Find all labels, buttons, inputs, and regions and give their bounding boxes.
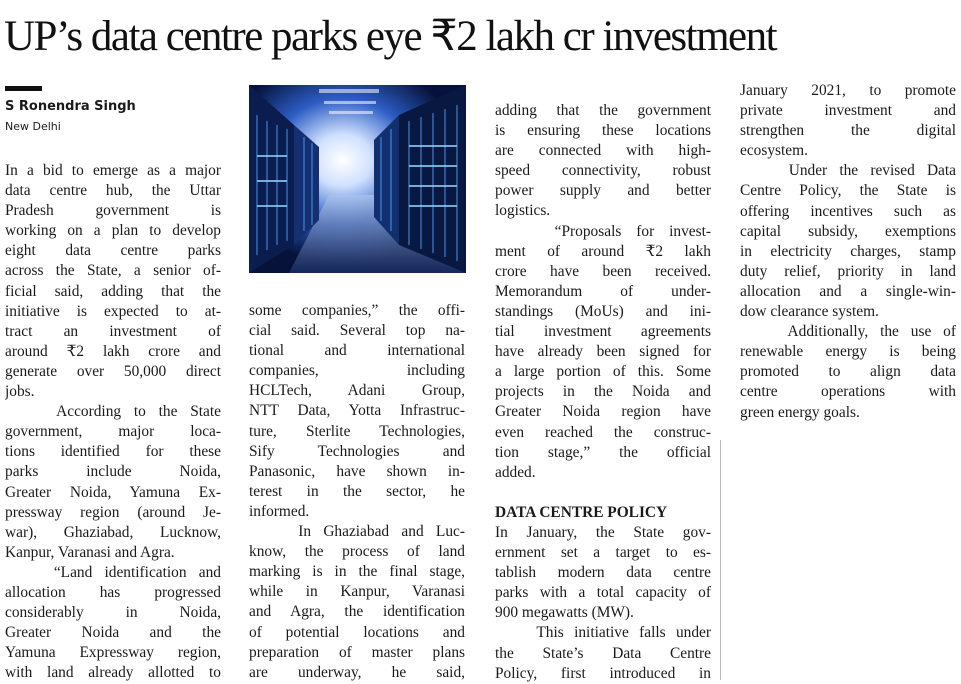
article-text-line: across the State, a senior of- bbox=[5, 262, 221, 280]
article-text-line: Centre Policy, the State is bbox=[740, 182, 956, 200]
article-text-line: tract an investment of bbox=[5, 322, 221, 340]
article-text-line: promoted to align data bbox=[740, 363, 956, 381]
article-text-line: In January, the State gov- bbox=[495, 523, 711, 541]
article-column-3 bbox=[495, 101, 711, 684]
article-text-line: added. bbox=[495, 463, 536, 481]
article-text-line: and Agra, the identification bbox=[249, 603, 465, 621]
article-text-line: offering incentives such as bbox=[740, 202, 956, 220]
article-text-line: duty relief, priority in land bbox=[740, 262, 956, 280]
data-centre-photo bbox=[249, 85, 466, 273]
article-text-line: even reached the construc- bbox=[495, 423, 711, 441]
article-text-line: informed. bbox=[249, 502, 310, 520]
article-text-line: Sify Technologies and bbox=[249, 442, 465, 460]
article-text-line: data centre hub, the Uttar bbox=[5, 182, 221, 200]
article-text-line: pressway region (around Je- bbox=[5, 503, 221, 521]
article-text-line: are connected with high- bbox=[495, 142, 711, 160]
article-text-line: Additionally, the use of bbox=[740, 323, 956, 341]
article-text-line: In Ghaziabad and Luc- bbox=[249, 523, 465, 541]
article-text-line: 900 megawatts (MW). bbox=[495, 604, 634, 622]
article-text-line: Greater Noida, Yamuna Ex- bbox=[5, 483, 221, 501]
article-text-line: initiative is expected to at- bbox=[5, 302, 221, 320]
article-text-line: Yamuna Expressway region, bbox=[5, 644, 221, 662]
article-text-line: government, major loca- bbox=[5, 423, 221, 441]
article-text-line: Greater Noida and the bbox=[5, 624, 221, 642]
article-text-line: dow clearance system. bbox=[740, 303, 879, 321]
article-text-line: ficial said, adding that the bbox=[5, 282, 221, 300]
article-text-line: capital subsidy, exemptions bbox=[740, 222, 956, 240]
article-text-line: while in Kanpur, Varanasi bbox=[249, 583, 465, 601]
article-text-line: Panasonic, have shown in- bbox=[249, 462, 465, 480]
article-text-line: parks with a total capacity of bbox=[495, 584, 711, 602]
article-text-line: considerably in Noida, bbox=[5, 604, 221, 622]
article-column-1 bbox=[5, 161, 221, 683]
column-rule bbox=[720, 440, 721, 680]
article-text-line: of potential locations and bbox=[249, 623, 465, 641]
article-text-line: generate over 50,000 direct bbox=[5, 362, 221, 380]
article-text-line: terest in the sector, he bbox=[249, 482, 465, 500]
byline-location: New Delhi bbox=[5, 120, 61, 133]
article-text-line: power supply and better bbox=[495, 182, 711, 200]
article-text-line: tional and international bbox=[249, 342, 465, 360]
byline-author: S Ronendra Singh bbox=[5, 99, 136, 114]
article-text-line: companies, including bbox=[249, 362, 465, 380]
article-text-line: private investment and bbox=[740, 102, 956, 120]
article-text-line: some companies,” the offi- bbox=[249, 302, 465, 319]
article-text-line: parks include Noida, bbox=[5, 463, 221, 481]
article-text-line: green energy goals. bbox=[740, 403, 860, 421]
article-text-line: January 2021, to promote bbox=[740, 82, 956, 99]
article-text-line: with land already allotted to bbox=[5, 664, 221, 682]
article-text-line: Kanpur, Varanasi and Agra. bbox=[5, 543, 175, 561]
article-text-line: ment of around ₹2 lakh bbox=[495, 242, 711, 260]
article-column-2 bbox=[249, 301, 465, 683]
article-text-line: know, the process of land bbox=[249, 543, 465, 561]
article-text-line: are underway, he said, bbox=[249, 663, 465, 681]
article-text-line: tial investment agreements bbox=[495, 323, 711, 341]
article-text-line: allocation has progressed bbox=[5, 583, 221, 601]
article-text-line: a large portion of this. Some bbox=[495, 363, 711, 381]
article-text-line: ecosystem. bbox=[740, 142, 808, 160]
article-text-line: have already been signed for bbox=[495, 343, 711, 361]
article-text-line: projects in the Noida and bbox=[495, 383, 711, 401]
article-text-line: in electricity charges, stamp bbox=[740, 242, 956, 260]
article-text-line bbox=[495, 483, 711, 503]
article-column-4 bbox=[740, 81, 956, 423]
article-text-line: NTT Data, Yotta Infrastruc- bbox=[249, 402, 465, 420]
article-text-line: “Proposals for invest- bbox=[495, 222, 711, 240]
section-subhead: DATA CENTRE POLICY bbox=[495, 503, 668, 521]
article-text-line: In a bid to emerge as a major bbox=[5, 162, 221, 179]
article-text-line: eight data centre parks bbox=[5, 242, 221, 260]
article-text-line: Greater Noida region have bbox=[495, 403, 711, 421]
byline-rule bbox=[5, 86, 42, 91]
article-text-line: jobs. bbox=[5, 383, 35, 401]
article-text-line: war), Ghaziabad, Lucknow, bbox=[5, 523, 221, 541]
article-text-line: standings (MoUs) and ini- bbox=[495, 302, 711, 320]
article-text-line: working on a plan to develop bbox=[5, 222, 221, 240]
article-text-line: allocation and a single-win- bbox=[740, 282, 956, 300]
article-text-line: Memorandum of under- bbox=[495, 282, 711, 300]
article-text-line: tion stage,” the official bbox=[495, 443, 711, 461]
article-text-line: marking is in the final stage, bbox=[249, 563, 465, 581]
article-text-line: is ensuring these locations bbox=[495, 122, 711, 140]
article-text-line: centre operations with bbox=[740, 383, 956, 401]
article-text-line: HCLTech, Adani Group, bbox=[249, 382, 465, 400]
article-text-line: cial said. Several top na- bbox=[249, 322, 465, 340]
article-text-line: logistics. bbox=[495, 202, 551, 220]
article-text-line: Pradesh government is bbox=[5, 202, 221, 220]
article-text-line: preparation of master plans bbox=[249, 643, 465, 661]
article-text-line: ture, Sterlite Technologies, bbox=[249, 422, 465, 440]
article-text-line: adding that the government bbox=[495, 102, 711, 119]
article-text-line: the State’s Data Centre bbox=[495, 644, 711, 662]
article-text-line: According to the State bbox=[5, 403, 221, 421]
article-text-line: speed connectivity, robust bbox=[495, 162, 711, 180]
article-text-line: tions identified for these bbox=[5, 443, 221, 461]
server-room-image bbox=[249, 85, 466, 273]
headline: UP’s data centre parks eye ₹2 lakh cr investment bbox=[4, 13, 777, 60]
article-text-line: crore have been received. bbox=[495, 262, 711, 280]
article-text-line: Policy, first introduced in bbox=[495, 664, 711, 682]
article-text-line: around ₹2 lakh crore and bbox=[5, 342, 221, 360]
article-text-line: tablish modern data centre bbox=[495, 564, 711, 582]
article-text-line: Under the revised Data bbox=[740, 162, 956, 180]
article-text-line: strengthen the digital bbox=[740, 122, 956, 140]
article-text-line: renewable energy is being bbox=[740, 343, 956, 361]
article-text-line: ernment set a target to es- bbox=[495, 544, 711, 562]
article-text-line: “Land identification and bbox=[5, 563, 221, 581]
article-text-line: This initiative falls under bbox=[495, 624, 711, 642]
